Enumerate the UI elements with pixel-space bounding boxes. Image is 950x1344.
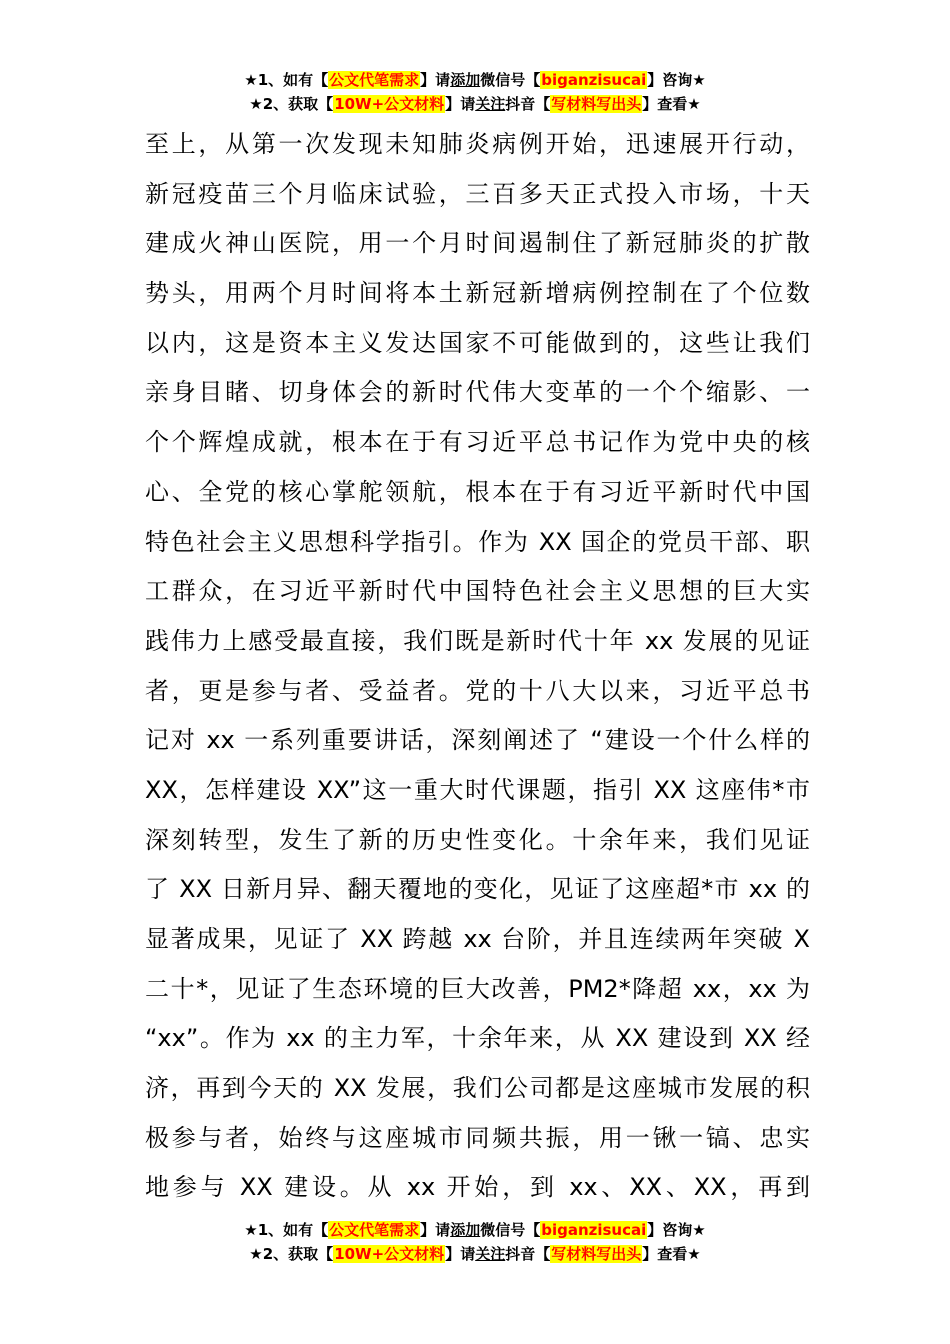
body-line: 二十*，见证了生态环境的巨大改善，PM2*降超 xx，xx 为: [145, 974, 810, 1003]
highlight-service: 公文代笔需求: [329, 1221, 420, 1239]
banner-line-1: ★1、如有【公文代笔需求】请添加微信号【biganzisucai】咨询★: [244, 1221, 706, 1239]
body-line: 记对 xx 一系列重要讲话，深刻阐述了 “建设一个什么样的: [145, 726, 810, 755]
highlight-materials: 10W+公文材料: [334, 1245, 445, 1263]
highlight-douyin-account: 写材料写出头: [551, 95, 642, 113]
body-line: 至上，从第一次发现未知肺炎病例开始，迅速展开行动，: [145, 130, 810, 158]
highlight-service: 公文代笔需求: [329, 71, 420, 89]
body-line: 特色社会主义思想科学指引。作为 XX 国企的党员干部、职: [145, 527, 810, 556]
banner-line-2: ★2、获取【10W+公文材料】请关注抖音【写材料写出头】查看★: [249, 1245, 701, 1263]
header-banner: [0, 68, 950, 116]
highlight-wechat-id: biganzisucai: [541, 1221, 647, 1239]
body-line: 新冠疫苗三个月临床试验，三百多天正式投入市场，十天: [145, 179, 810, 208]
body-line: 践伟力上感受最直接，我们既是新时代十年 xx 发展的见证: [145, 626, 810, 655]
footer-banner: [0, 1218, 950, 1266]
body-line: “xx”。作为 xx 的主力军，十余年来，从 XX 建设到 XX 经: [145, 1024, 810, 1053]
body-line: 济，再到今天的 XX 发展，我们公司都是这座城市发展的积: [145, 1074, 810, 1103]
highlight-douyin-account: 写材料写出头: [551, 1245, 642, 1263]
body-line: 建成火神山医院，用一个月时间遏制住了新冠肺炎的扩散: [145, 229, 810, 258]
body-line: 了 XX 日新月异、翻天覆地的变化，见证了这座超*市 xx 的: [145, 875, 810, 904]
body-line: 以内，这是资本主义发达国家不可能做到的，这些让我们: [145, 328, 810, 357]
body-line: XX，怎样建设 XX”这一重大时代课题，指引 XX 这座伟*市: [145, 775, 810, 804]
highlight-materials: 10W+公文材料: [334, 95, 445, 113]
banner-line-1: ★1、如有【公文代笔需求】请添加微信号【biganzisucai】咨询★: [244, 71, 706, 89]
body-line: 势头，用两个月时间将本土新冠新增病例控制在了个位数: [145, 279, 810, 308]
body-line: 个个辉煌成就，根本在于有习近平总书记作为党中央的核: [145, 428, 810, 457]
body-line: 深刻转型，发生了新的历史性变化。十余年来，我们见证: [145, 825, 810, 854]
banner-line-2: ★2、获取【10W+公文材料】请关注抖音【写材料写出头】查看★: [249, 95, 701, 113]
body-line: 亲身目睹、切身体会的新时代伟大变革的一个个缩影、一: [145, 378, 810, 407]
body-line: 极参与者，始终与这座城市同频共振，用一锹一镐、忠实: [145, 1123, 810, 1152]
body-line: 显著成果，见证了 XX 跨越 xx 台阶，并且连续两年突破 X: [145, 925, 810, 953]
document-body: [145, 120, 810, 1213]
body-line: 工群众，在习近平新时代中国特色社会主义思想的巨大实: [145, 577, 810, 606]
highlight-wechat-id: biganzisucai: [541, 71, 647, 89]
body-line: 地参与 XX 建设。从 xx 开始，到 xx、XX、XX，再到: [145, 1173, 810, 1202]
body-line: 心、全党的核心掌舵领航，根本在于有习近平新时代中国: [145, 477, 810, 506]
body-line: 者，更是参与者、受益者。党的十八大以来，习近平总书: [145, 676, 810, 705]
